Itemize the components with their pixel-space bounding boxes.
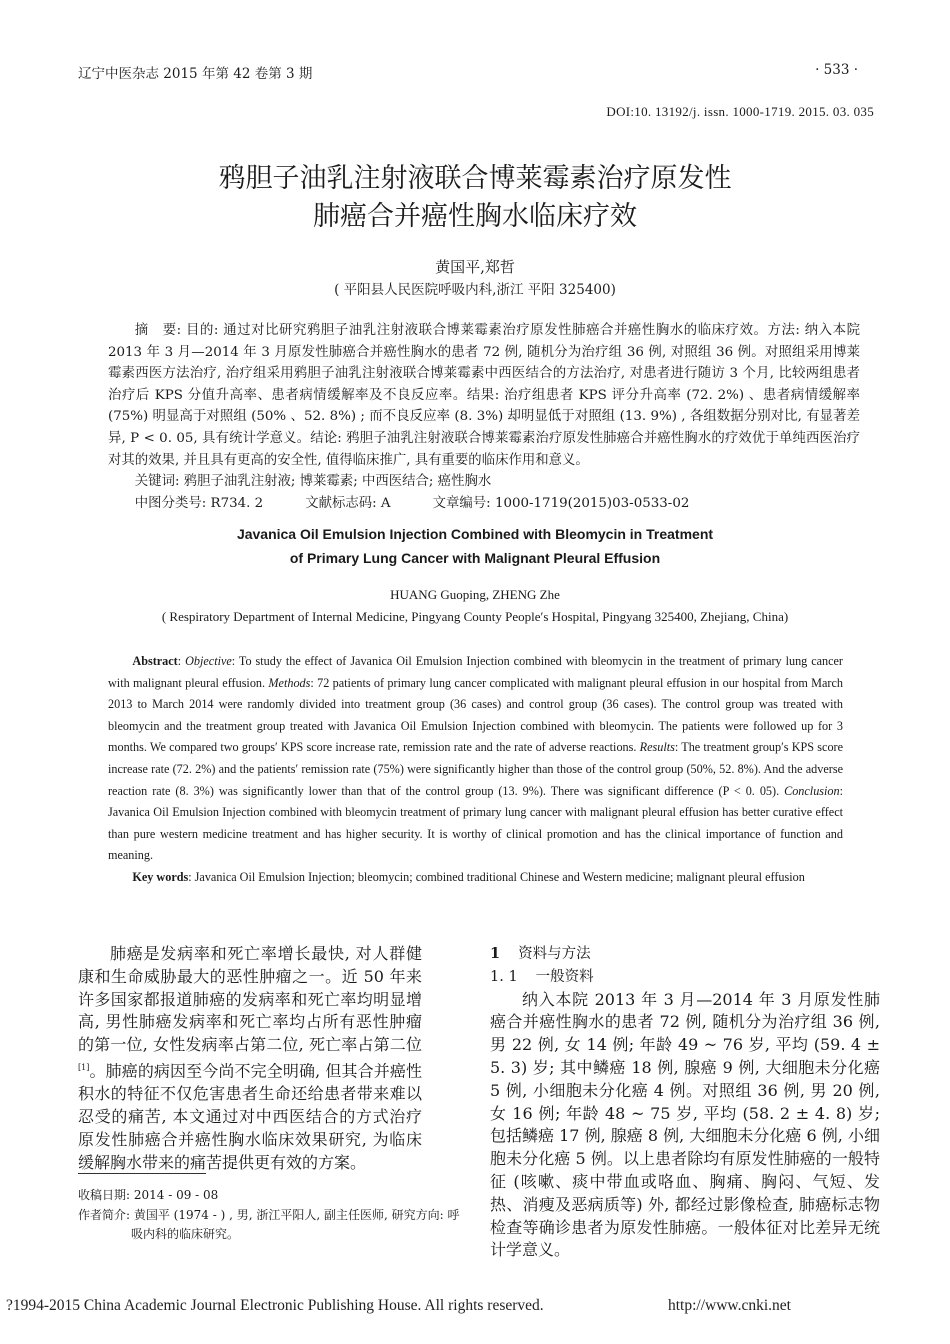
results-label: Results [639, 740, 675, 755]
keywords: 关键词: 鸦胆子油乳注射液; 博莱霉素; 中西医结合; 癌性胸水 [134, 474, 492, 490]
abstract-label: Abstract [132, 654, 178, 668]
english-authors: HUANG Guoping, ZHENG Zhe [390, 587, 560, 602]
page-number: · 533 · [815, 62, 858, 78]
right-column [490, 943, 880, 1262]
footnote-divider [78, 1173, 206, 1174]
title-line-1: 鸦胆子油乳注射液联合博莱霉素治疗原发性 [218, 163, 732, 194]
conclusion-text: : Javanica Oil Emulsion Injection combined with bleomycin treatment of primary lung cancer with malignant pleural effusion has better curative effect than pure western medicine treatment and has higher security. It is worthy of clinical promotion and has the clinical importance of function and meaning. [108, 783, 843, 863]
intro-text-cont: 。肺癌的病因至今尚不完全明确, 但其合并癌性积水的特征不仅危害患者生命还给患者带来难以忍受的痛苦, 本文通过对中西医结合的方式治疗原发性肺癌合并癌性胸水临床效果研究, 为临床缓解胸水带来的痛苦提供更有效的方案。 [78, 1061, 422, 1172]
classification-line [108, 493, 860, 515]
reference-1[interactable]: [1] [78, 1062, 90, 1072]
objective-text: : To study the effect of Javanica Oil Emulsion Injection combined with bleomycin in the treatment of primary lung cancer with malignant pleural effusion. [108, 654, 843, 690]
english-keywords [108, 867, 843, 889]
keywords-text: : Javanica Oil Emulsion Injection; bleomycin; combined traditional Chinese and Western medicine; malignant pleural effusion [188, 869, 805, 884]
keywords-label: Key words [132, 869, 189, 884]
section-title: 资料与方法 [518, 946, 591, 962]
authors: 黄国平,郑哲 [435, 258, 515, 276]
section-number: 1 [490, 945, 501, 962]
english-abstract [108, 651, 843, 889]
english-abstract-text: Abstract: Objective: To study the effect of Javanica Oil Emulsion Injection combined with bleomycin in the treatment of primary lung cancer with malignant pleural effusion. Methods: 72 patients of primary lung cancer complicated with malignant pleural effusion in our hospital from March 2013 to March 2014 were randomly divided into treatment group (36 cases) and control group (36 cases). The control group was treated with bleomycin and the treatment group treated with Javanica Oil Emulsion Injection combined with bleomycin. The patients were followed up for 3 months. We compared two groups′ KPS score increase rate, remission rate and the rate of adverse reactions. Results: The treatment group′s KPS score increase rate (72. 2%) and the patients′ remission rate (75%) were significantly higher than those of the control group (50%, 52. 8%). And the adverse reaction rate (8. 3%) was significantly lower than that of the control group (13. 9%). There was significant difference (P < 0. 05). Conclusion: Javanica Oil Emulsion Injection combined with bleomycin treatment of primary lung cancer with malignant pleural effusion has better curative effect than pure western medicine treatment and has higher security. It is worthy of clinical promotion and has the clinical importance of function and meaning. [108, 654, 844, 863]
author-bio [78, 1206, 468, 1244]
chinese-abstract [108, 320, 860, 514]
doi: DOI:10. 13192/j. issn. 1000-1719. 2015. 03. 035 [606, 104, 874, 119]
title-line-2: 肺癌合并癌性胸水临床疗效 [313, 201, 637, 232]
results-text: : The treatment group′s KPS score increase rate (72. 2%) and the patients′ remission rate (75%) were significantly higher than those of the control group (50%, 52. 8%). And the adverse reaction rate (8. 3%) was significantly lower than that of the control group (13. 9%). There was significant difference (P < 0. 05). [108, 740, 844, 798]
section-heading-1 [490, 943, 880, 966]
affiliation: ( 平阳县人民医院呼吸内科,浙江 平阳 325400) [334, 282, 616, 298]
journal-header: 辽宁中医杂志 2015 年第 42 卷第 3 期 [78, 66, 313, 82]
general-data-paragraph: 纳入本院 2013 年 3 月—2014 年 3 月原发性肺癌合并癌性胸水的患者 72 例, 随机分为治疗组 36 例, 男 22 例, 女 14 例; 年龄 49 ~ 76 岁, 平均 (59. 4 ± 5. 3) 岁; 其中鳞癌 18 例, 腺癌 9 例, 大细胞未分化癌 5 例, 小细胞未分化癌 4 例。对照组 36 例, 男 20 例, 女 16 例; 年龄 48 ~ 75 岁, 平均 (58. 2 ± 4. 8) 岁; 包括鳞癌 17 例, 腺癌 8 例, 大细胞未分化癌 6 例, 小细胞未分化癌 5 例。以上患者除均有原发性肺癌的一般特征 (咳嗽、痰中带血或咯血、胸痛、胸闷、气短、发热、消瘦及恶病质等) 外, 都经过影像检查, 肺癌标志物检查等确诊患者为原发性肺癌。一般体征对比差异无统计学意义。 [490, 989, 880, 1260]
subsection-number: 1. 1 [490, 968, 518, 985]
english-affiliation: ( Respiratory Department of Internal Medicine, Pingyang County People′s Hospital, Pingyang 325400, Zhejiang, China) [161, 609, 789, 624]
copyright-notice: ?1994-2015 China Academic Journal Electronic Publishing House. All rights reserved. [6, 1297, 544, 1314]
article-number: 文章编号: 1000-1719(2015)03-0533-02 [432, 495, 690, 511]
english-title-line-1: Javanica Oil Emulsion Injection Combined with Bleomycin in Treatment [236, 526, 714, 542]
received-date: 收稿日期: 2014 - 09 - 08 [78, 1188, 219, 1202]
methods-label: Methods [268, 675, 311, 690]
introduction [78, 943, 422, 1174]
clc-number: 中图分类号: R734. 2 [134, 495, 264, 511]
subsection-title: 一般资料 [535, 968, 594, 985]
left-column [78, 943, 422, 1174]
english-title [0, 522, 950, 570]
paper-title [0, 160, 950, 236]
cnki-link[interactable]: http://www.cnki.net [668, 1297, 791, 1314]
intro-text: 肺癌是发病率和死亡率增长最快, 对人群健康和生命威胁最大的恶性肿瘤之一。近 50 年来许多国家都报道肺癌的发病率和死亡率均明显增高, 男性肺癌发病率和死亡率均占所有恶性肿瘤的第一位, 女性发病率占第二位, 死亡率占第二位 [78, 944, 422, 1055]
document-code: 文献标志码: A [305, 495, 391, 511]
conclusion-label: Conclusion [784, 783, 840, 798]
english-title-line-2: of Primary Lung Cancer with Malignant Pleural Effusion [289, 550, 661, 566]
objective-label: Objective [185, 654, 232, 668]
author-bio-text: 作者简介: 黄国平 (1974 - ) , 男, 浙江平阳人, 副主任医师, 研究方向: 呼吸内科的临床研究。 [78, 1208, 460, 1241]
abstract-text: 摘 要: 目的: 通过对比研究鸦胆子油乳注射液联合博莱霉素治疗原发性肺癌合并癌性胸水的临床疗效。方法: 纳入本院 2013 年 3 月—2014 年 3 月原发性肺癌合并癌性胸水的患者 72 例, 随机分为治疗组 36 例, 对照组 36 例。对照组采用博莱霉素西医方法治疗, 治疗组采用鸦胆子油乳注射液联合博莱霉素中西医结合的方法治疗, 对患者进行随访 3 个月, 比较两组患者治疗后 KPS 分值升高率、患者病情缓解率及不良反应率。结果: 治疗组患者 KPS 评分升高率 (72. 2%) 、患者病情缓解率 (75%) 明显高于对照组 (50% 、52. 8%) ; 而不良反应率 (8. 3%) 却明显低于对照组 (13. 9%) , 各组数据分别对比, 有显著差异, P < 0. 05, 具有统计学意义。结论: 鸦胆子油乳注射液联合博莱霉素治疗原发性肺癌合并癌性胸水的疗效优于单纯西医治疗对其的效果, 并且具有更高的安全性, 值得临床推广, 具有重要的临床作用和意义。 [108, 323, 860, 468]
methods-text: : 72 patients of primary lung cancer complicated with malignant pleural effusion in our hospital from March 2013 to March 2014 were randomly divided into treatment group (36 cases) and control group (36 cases). The control group was treated with bleomycin and the treatment group treated with Javanica Oil Emulsion Injection combined with bleomycin. The patients were followed up for 3 months. We compared two groups′ KPS score increase rate, remission rate and the rate of adverse reactions. [108, 675, 843, 755]
section-heading-1-1 [490, 966, 880, 989]
